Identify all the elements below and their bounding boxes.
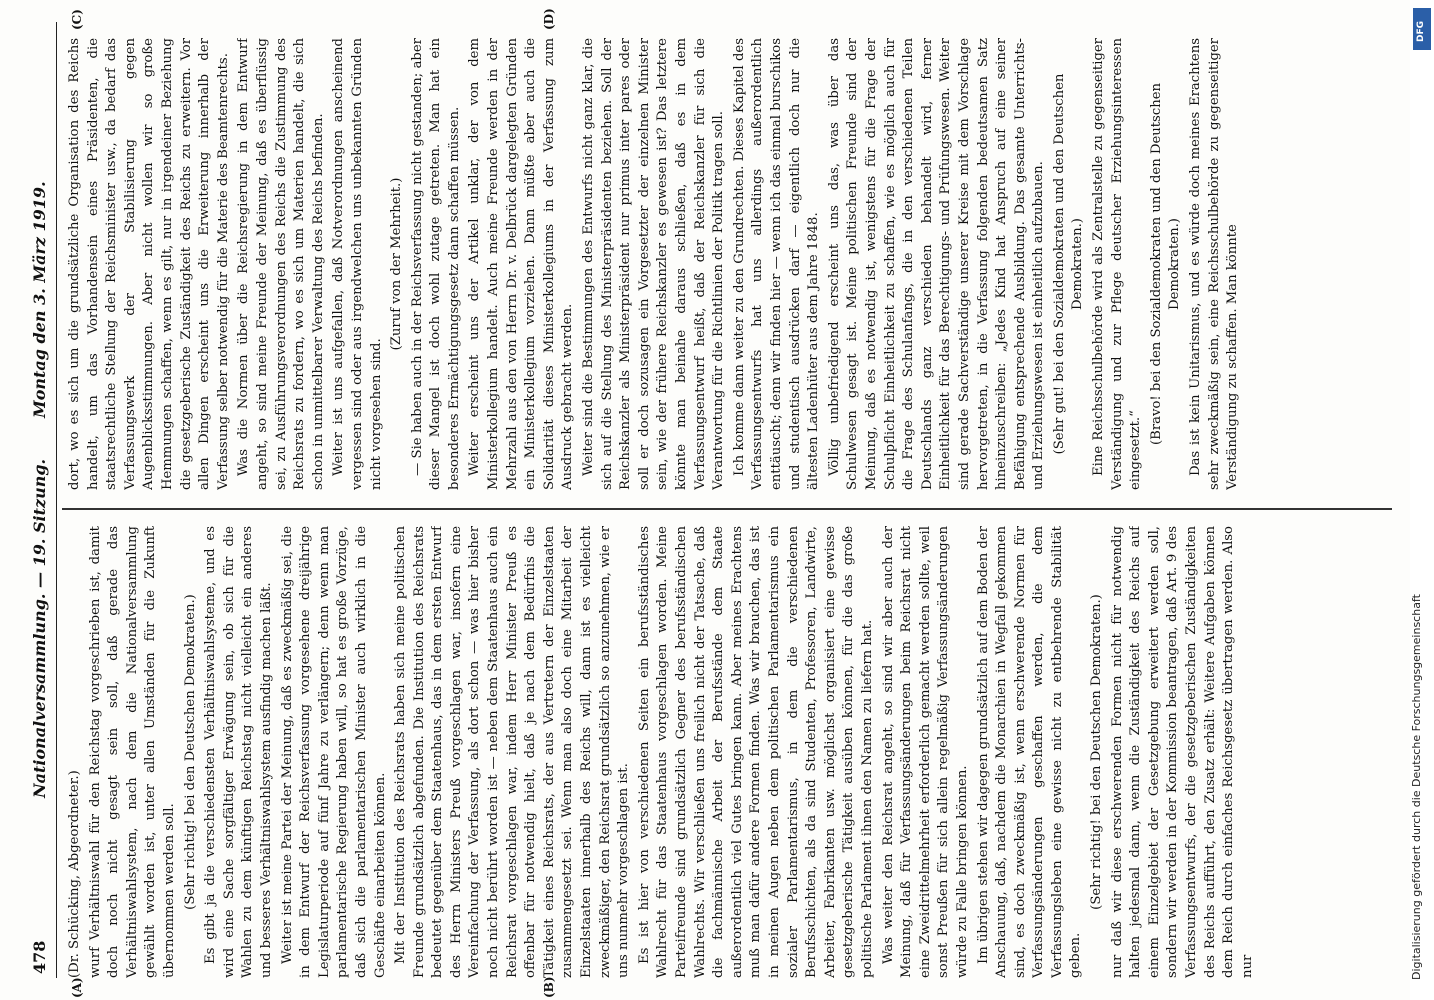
digitization-credit: Digitalisierung gefördert durch die Deutsche Forschungsgemeinschaft (1410, 594, 1423, 980)
paragraph: Was die Normen über die Reichsregierung in dem Entwurf angeht, so sind meine Freunde der Meinung, daß es überflüssig sei, zu Ausführungsverordnungen des Reichs die Zustimmung des Reichsrats zu fordern, wo es sich um Materien handelt, die sich schon in unmittelbarer Verwaltung des Reichs befinden. (236, 38, 326, 490)
paragraph: Eine Reichsschulbehörde wird als Zentralstelle zu gegenseitiger Verständigung und zur Pflege deutscher Erziehungsinteressen eingesetzt.“ (1091, 38, 1144, 490)
paragraph: Es gibt ja die verschiedensten Verhältniswahlsysteme, und es wird eine Sache sorgfältiger Erwägung sein, ob sich für die Wahlen zu dem künftigen Reichstag nicht vielleicht ein anderes und besseres Verhältniswahlsystem ausfindig machen läßt. (203, 526, 274, 978)
paragraph: Mit der Institution des Reichsrats haben sich meine politischen Freunde grundsätzlich abgefunden. Die Institution des Reichsrats bedeutet gegenüber dem Staatenhaus, das in dem ersten Entwurf des Herrn Ministers Preuß vorgeschlagen war, insofern eine Vereinfachung der Verfassung, als dort schon — was hier bisher noch nicht berührt worden ist — neben dem Staatenhaus auch ein Reichsrat vorgeschlagen war, indem Herr Minister Preuß es offenbar für notwendig hielt, daß je nach dem Bedürfnis die Tätigkeit eines Reichsrats, der aus Vertretern der Einzelstaaten zusammengesetzt sei. Wenn man also doch eine Mitarbeit der Einzelstaaten innerhalb des Reichs will, dann ist es vielleicht zweckmäßiger, den Reichsrat grundsätzlich so anzunehmen, wie er uns nunmehr vorgeschlagen ist. (393, 526, 632, 978)
paragraph: Weiter sind die Bestimmungen des Entwurfs nicht ganz klar, die sich auf die Stellung des Ministerpräsidenten beziehen. Soll der Reichskanzler als Ministerpräsident nur primus inter pares oder soll er doch sozusagen ein Vorgesetzter der einzelnen Minister sein, wie der frühere Reichskanzler es gewesen ist? Das letztere könnte man beinahe daraus schließen, daß es in dem Verfassungsentwurf heißt, daß der Reichskanzler für sich die Verantwortung für die Richtlinien der Politik tragen soll. (581, 38, 727, 490)
column-divider (62, 509, 1392, 511)
header-date: Montag den 3. März 1919. (30, 181, 49, 418)
interjection: (Sehr richtig! bei den Deutschen Demokraten.) (182, 594, 198, 910)
credit-sidebar (1410, 0, 1434, 1000)
paragraph: Weiter ist meine Partei der Meinung, daß es zweckmäßig sei, die in dem Entwurf der Reichsverfassung vorgesehene dreijährige Legislaturperiode auf fünf Jahre zu verlängern; denn wenn man parlamentarische Regierung haben will, so hat es große Vorzüge, daß sich die parlamentarischen Minister auch wirklich in die Geschäfte einarbeiten können. (279, 526, 388, 978)
paragraph: Ich komme dann weiter zu den Grundrechten. Dieses Kapitel des Verfassungsentwurfs hat uns allerdings außerordentlich enttäuscht; denn wir finden hier — wenn ich das einmal burschikos und studentisch ausdrücken darf — eigentlich doch nur die ältesten Ladenhüter aus dem Jahre 1848. (731, 38, 822, 490)
paragraph: dort, wo es sich um die grundsätzliche Organisation des Reichs handelt, um das Vorhandensein eines Präsidenten, die staatsrechtliche Stellung der Reichsminister usw., da bedarf das Verfassungswerk der Stabilisierung gegen Augenblicksstimmungen. Aber nicht wollen wir so große Hemmungen schaffen, wenn es gilt, nur in irgendeiner Beziehung die gesetzgeberische Zuständigkeit des Reichs zu erweitern. Vor allen Dingen erscheint uns die Erweiterung innerhalb der Verfassung selber notwendig für die Materie des Beamtenrechts. (67, 38, 231, 490)
paragraph: Im übrigen stehen wir dagegen grundsätzlich auf dem Boden der Anschauung, daß, nachdem die Monarchien in Wegfall gekommen sind, es doch zweckmäßig ist, wenn erschwerende Normen für Verfassungsänderungen geschaffen werden, die dem Verfassungsleben eine gewisse nicht zu entbehrende Stabilität geben. (975, 526, 1084, 978)
paragraph: Weiter erscheint uns der Artikel unklar, der von dem Ministerkollegium handelt. Auch meine Freunde werden in der Mehrzahl aus den von Herrn Dr. v. Delbrück dargelegten Gründen ein Ministerkollegium vorziehen. Dann müßte aber auch die Solidarität dieses Ministerkollegiums in der Verfassung zum Ausdruck gebracht werden. (467, 38, 576, 490)
dfg-logo (1413, 8, 1431, 50)
running-header (22, 22, 57, 978)
interjection: (Zuruf von der Mehrheit.) (389, 177, 405, 351)
interjection: (Bravo! bei den Sozialdemokraten und den Deutschen Demokraten.) (1148, 83, 1183, 445)
rotated-page-frame (22, 8, 1402, 998)
margin-marker-a: (A) (70, 977, 84, 998)
paragraph: Weiter ist uns aufgefallen, daß Notverordnungen anscheinend vergessen sind oder aus irgendwelchen uns unbekannten Gründen nicht vorgesehen sind. (331, 38, 384, 490)
paragraph: Was weiter den Reichsrat angeht, so sind wir aber auch der Meinung, daß für Verfassungsänderungen beim Reichsrat nicht eine Zweidrittelmehrheit erforderlich gemacht werden sollte, weil sonst Preußen für sich allein regelmäßig Verfassungsänderungen würde zu Falle bringen können. (880, 526, 970, 978)
margin-marker-c: (C) (70, 9, 84, 30)
right-column (66, 38, 1386, 490)
margin-marker-b: (B) (542, 976, 556, 998)
page-number: 478 (30, 940, 49, 974)
paragraph: nur daß wir diese erschwerenden Formen nicht für notwendig halten jedesmal dann, wenn die Zuständigkeit des Reichs auf einem Einzelgebiet der Gesetzgebung erweitert werden soll, sondern wir werden in der Kommission beantragen, daß Art. 9 des Verfassungsentwurfs, der die gesetzgeberischen Zuständigkeiten des Reichs aufführt, den Zusatz erhält: Weitere Aufgaben können dem Reich durch einfaches Reichsgesetz übertragen werden. Also nur (1109, 526, 1255, 978)
paragraph: Es ist hier von verschiedenen Seiten ein berufsständisches Wahlrecht für das Staatenhaus vorgeschlagen worden. Meine Parteifreunde sind grundsätzlich Gegner des berufsständischen Wahlrechts. Wir verschließen uns freilich nicht der Tatsache, daß die fachmännische Arbeit der Berufsstände dem Staate außerordentlich viel Gutes bringen kann. Aber meines Erachtens muß man dafür andere Formen finden. Was wir brauchen, das ist in meinen Augen neben dem politischen Parlamentarismus ein sozialer Parlamentarismus, in dem die verschiedenen Berufsschichten, als da sind Studenten, Professoren, Landwirte, Arbeiter, Fabrikanten usw. möglichst organisiert eine gewisse gesetzgeberische Tätigkeit ausüben können, für die das große politische Parlament ihnen den Namen zu liefern hat. (636, 526, 875, 978)
paragraph: wurf Verhältniswahl für den Reichstag vorgeschrieben ist, damit doch noch nicht gesagt sein soll, daß gerade das Verhältniswahlsystem, nach dem die Nationalversammlung gewählt worden ist, unter allen Umständen für die Zukunft übernommen werden soll. (87, 526, 177, 978)
paragraph: Völlig unbefriedigend erscheint uns das, was über das Schulwesen gesagt ist. Meine politischen Freunde sind der Meinung, daß es notwendig ist, wenigstens für die Frage der Schulpflicht Einheitlichkeit zu schaffen, wie es möglich auch für die Frage des Schulanfangs, die in den verschiedenen Teilen Deutschlands ganz verschieden behandelt wird, ferner Einheitlichkeit für das Berechtigungs- und Prüfungswesen. Weiter sind gerade Sachverständige unserer Kreise mit dem Vorschlage hervorgetreten, in die Verfassung folgenden bedeutsamen Satz hineinzuschreiben: „Jedes Kind hat Anspruch auf eine seiner Befähigung entsprechende Ausbildung. Das gesamte Unterrichts- und Erziehungswesen ist einheitlich aufzubauen. (826, 38, 1047, 490)
header-title: Nationalversammlung. — 19. Sitzung. (30, 458, 49, 798)
left-column (66, 526, 1386, 978)
paragraph: (Dr. Schücking, Abgeordneter.) (67, 770, 82, 978)
interjection: (Sehr gut! bei den Sozialdemokraten und den Deutschen Demokraten.) (1051, 73, 1086, 455)
dfg-logo-text: DFG (1416, 20, 1426, 42)
interjection: (Sehr richtig! bei den Deutschen Demokraten.) (1089, 594, 1105, 910)
paragraph: Das ist kein Unitarismus, und es würde doch meines Erachtens sehr zweckmäßig sein, eine Reichsschulbehörde zu gegenseitiger Verständigung zu schaffen. Man könnte (1188, 38, 1241, 490)
paragraph: — Sie haben auch in der Reichsverfassung nicht gestanden; aber dieser Mangel ist doch wohl zutage getreten. Man hat ein besonderes Ermächtigungsgesetz dann schaffen müssen. (409, 38, 462, 490)
margin-marker-d: (D) (542, 8, 556, 30)
